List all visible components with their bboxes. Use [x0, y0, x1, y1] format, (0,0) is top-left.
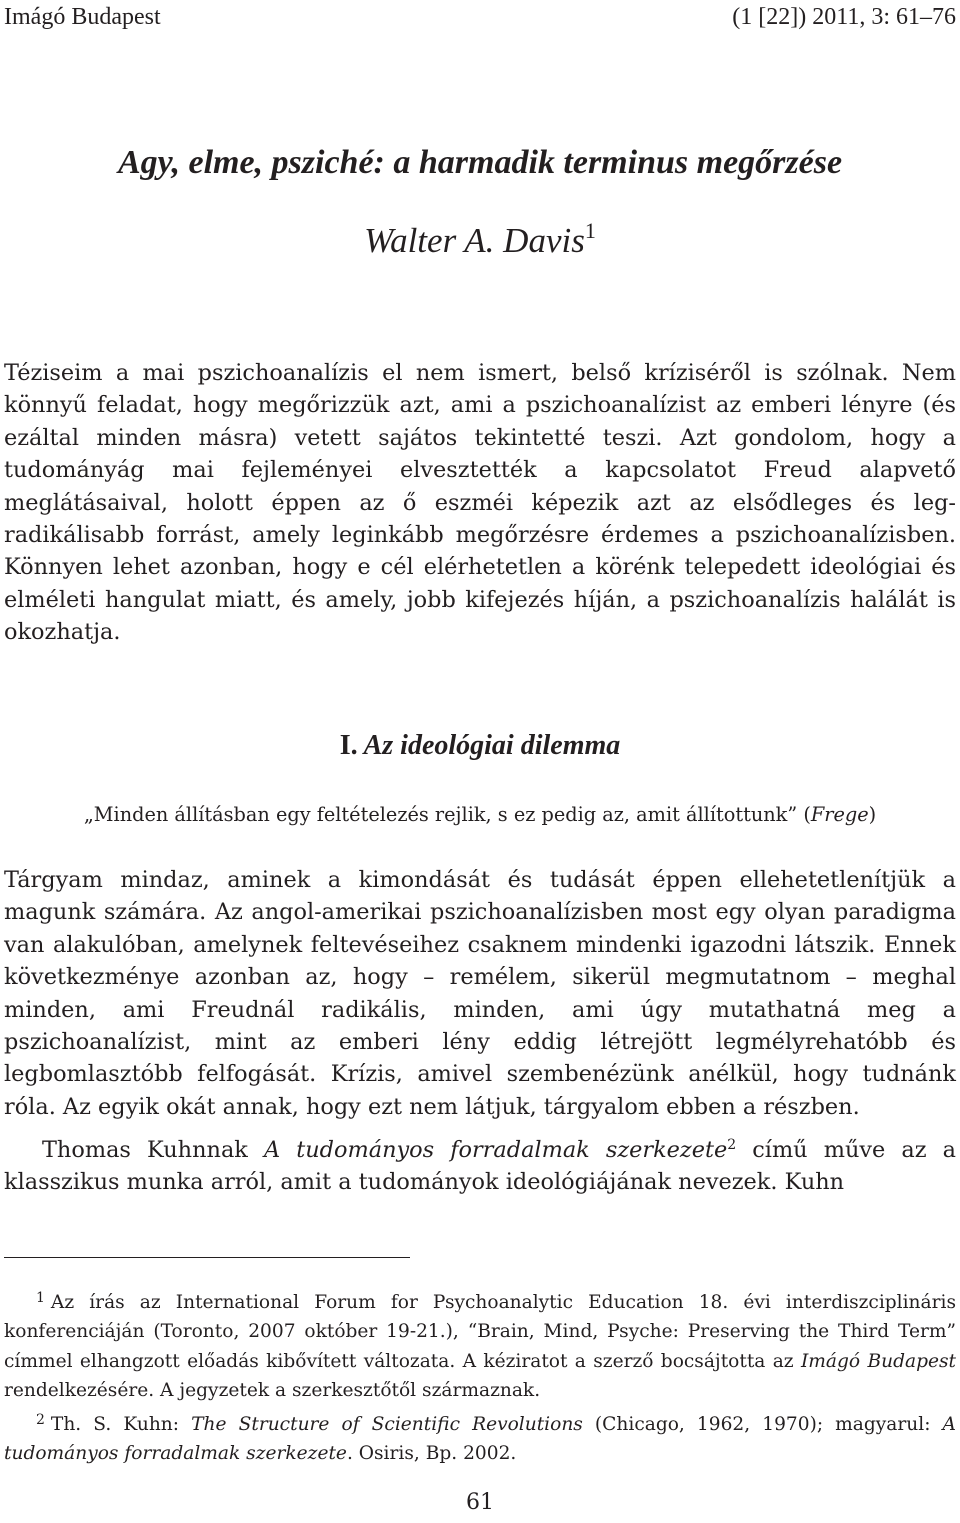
journal-name: Imágó Budapest — [4, 4, 161, 30]
page-number: 61 — [466, 1490, 494, 1515]
footnote-2-text-before: Th. S. Kuhn: — [50, 1414, 192, 1435]
author-footnote-ref[interactable]: 1 — [584, 218, 596, 243]
footnote-divider — [4, 1257, 410, 1258]
section-heading — [0, 726, 960, 766]
epigraph: „Minden állításban egy feltételezés rejlik, s ez pedig az, amit állítottunk” (Frege) — [83, 803, 877, 826]
paragraph-rest: című műve az a klasszikus munka arról, amit a tudományok ideológiájának nevezek. Kuhn — [4, 1137, 956, 1196]
footnote-2-mark: 2 — [36, 1412, 45, 1428]
footnote-1-mark: 1 — [36, 1290, 45, 1306]
body-paragraph-2 — [4, 1134, 956, 1199]
footnote-1 — [4, 1288, 956, 1405]
footnote-ref-2[interactable]: 2 — [727, 1137, 737, 1153]
intro-paragraph: Téziseim a mai pszichoanalízis el nem ismert, belső kríziséről is szólnak. Nem könnyű feladat, hogy megőrizzük azt, ami a pszichoanalízist az emberi lényre (és ezáltal minden másra) vetett sajátos tekintetté teszi. Azt gondolom, hogy a tudományág mai fejleményei elvesztették a kapcsolatot Freud alapvető meglátásaival, holott éppen az ő eszméi képezik azt az elsődleges és legradikálisabb forrást, amely leginkább megőrzésre érdemes a pszichoanalízisben. Könnyen lehet azonban, hogy e cél elérhetetlen a körénk telepedett ideológiai és elméleti hangulat miatt, és amely, jobb kifejezés híján, a pszichoanalízis halálát is okozhatja. — [4, 360, 956, 646]
footnote-2-text-after: . Osiris, Bp. 2002. — [346, 1443, 517, 1465]
footnote-2-hungarian-title: A tudományos forradalmak szerkezete — [4, 1414, 956, 1465]
footnote-2 — [4, 1410, 956, 1469]
footnote-1-journal: Imágó Budapest — [800, 1350, 956, 1372]
epigraph-text: „Minden állításban egy feltételezés rejlik, s ez pedig az, amit állítottunk” — [83, 803, 798, 826]
book-title: A tudományos forradalmak szerkezete — [263, 1137, 728, 1163]
issue-citation: (1 [22]) 2011, 3: 61–76 — [732, 4, 956, 30]
section-title: Az ideológiai dilemma — [363, 730, 621, 761]
section-number: I. — [339, 730, 358, 761]
footnote-2-english-title: The Structure of Scientific Revolutions — [191, 1414, 583, 1435]
footnote-2-text-middle: (Chicago, 1962, 1970); magyarul: — [582, 1414, 943, 1435]
footnote-1-text-after: rendelkezésére. A jegyzetek a szerkesztőtől származnak. — [4, 1379, 541, 1401]
body-paragraph-1: Tárgyam mindaz, aminek a kimondását és tudását éppen ellehetetlenítjük a magunk számára. Az angol-amerikai pszichoanalízisben most egy olyan paradigma van alakulóban, amelynek feltevéseihez csaknem mindenki igazodni látszik. Ennek következménye azonban az, hogy – remélem, sikerül megmutatnom – meghal minden, ami Freudnál radikális, minden, ami úgy mutathatná meg a pszichoanalízist, mint az emberi lény eddig létrejött legmélyrehatóbb és legbomlasztóbb felfogását. Krízis, amivel szembenézünk anélkül, hogy tudnánk róla. Az egyik okát annak, hogy ezt nem látjuk, tárgyalom ebben a részben. — [4, 867, 956, 1120]
footnote-1-text-before: Az írás az International Forum for Psychoanalytic Education 18. évi interdiszciplináris konferenciáján (Toronto, 2007 október 19-21.), “Brain, Mind, Psyche: Preserving the Third Term” címmel elhangzott előadás kibővített változata. A kéziratot a szerző bocsájtotta az — [4, 1292, 956, 1372]
author-name: Walter A. Davis — [364, 221, 585, 260]
paragraph-lead: Thomas Kuhnnak — [42, 1137, 264, 1163]
running-header — [4, 2, 956, 32]
epigraph-attribution: Frege — [810, 803, 869, 826]
article-title: Agy, elme, psziché: a harmadik terminus megőrzése — [117, 144, 843, 181]
author-line — [0, 218, 960, 264]
